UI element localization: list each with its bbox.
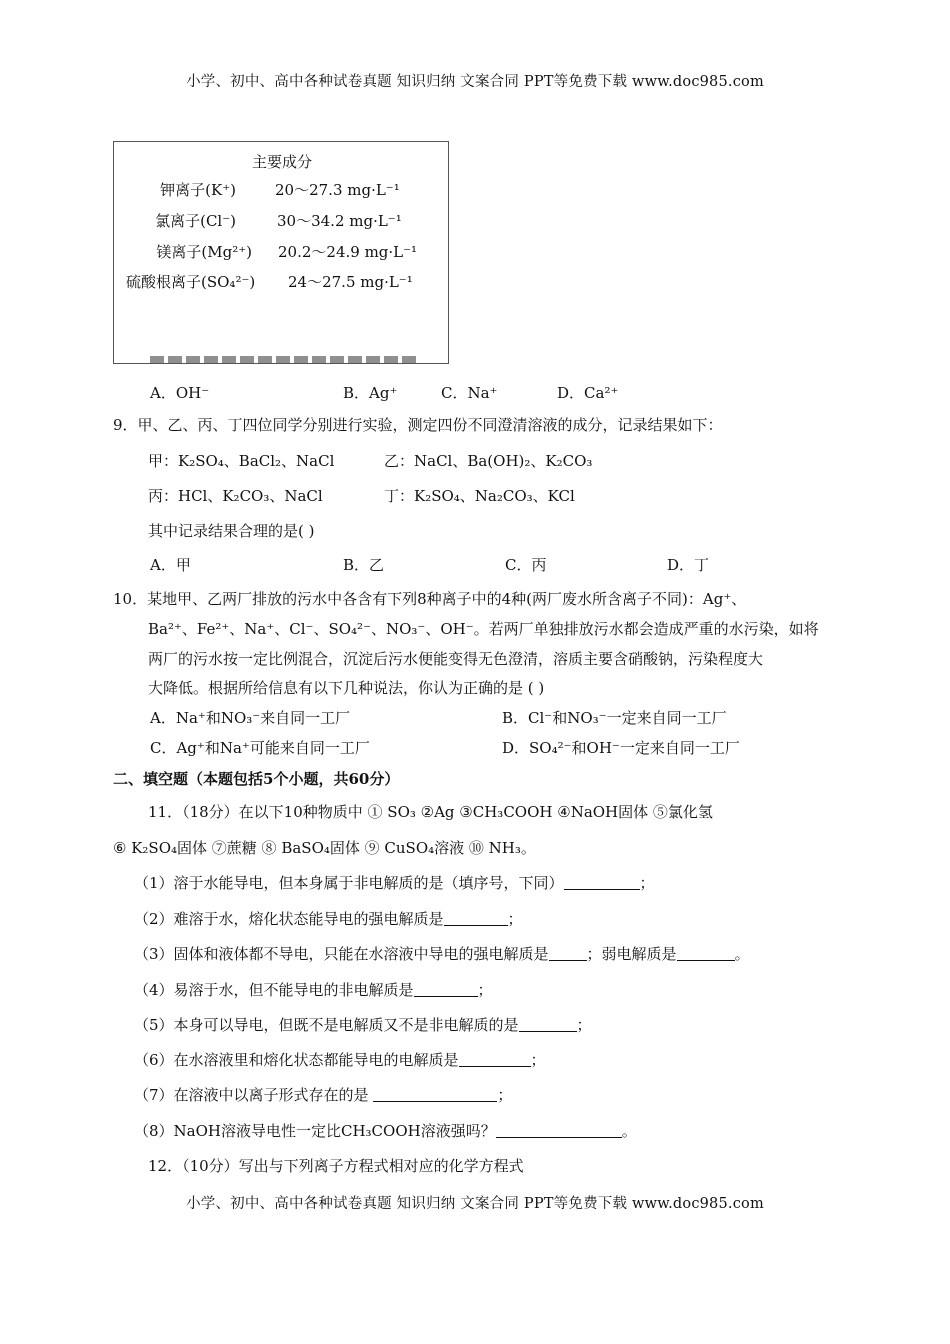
q11-sub-1 xyxy=(134,872,655,893)
q11-sub-5 xyxy=(134,1014,592,1035)
section-two-title: 二、填空题（本题包括5个小题，共60分） xyxy=(113,770,400,788)
ingredient-name: 钾离子(K⁺) xyxy=(160,181,236,199)
q11-sub-7 xyxy=(134,1084,512,1105)
q9-record-jia: 甲：K₂SO₄、BaCl₂、NaCl xyxy=(148,452,335,470)
q11-sub-2 xyxy=(134,908,523,929)
q9-option-d: D．丁 xyxy=(667,556,710,574)
answer-blank[interactable] xyxy=(496,1123,622,1138)
q8-option-c: C．Na⁺ xyxy=(441,384,498,402)
answer-blank[interactable] xyxy=(677,946,735,961)
ingredient-value: 30～34.2 mg·L⁻¹ xyxy=(277,212,402,230)
q8-option-b: B．Ag⁺ xyxy=(343,384,398,402)
q10-stem-line: 10．某地甲、乙两厂排放的污水中各含有下列8种离子中的4种(两厂废水所含离子不同)：Ag⁺、 xyxy=(113,590,747,608)
ingredient-value: 20～27.3 mg·L⁻¹ xyxy=(275,181,400,199)
q11-sub-text: （5）本身可以导电，但既不是电解质又不是非电解质的是 xyxy=(134,1016,519,1034)
q11-sub-text: （4）易溶于水，但不能导电的非电解质是 xyxy=(134,981,414,999)
q11-sub-end: ； xyxy=(507,910,523,928)
answer-blank[interactable] xyxy=(373,1087,497,1102)
q9-stem: 9．甲、乙、丙、丁四位同学分别进行实验，测定四份不同澄清溶液的成分，记录结果如下： xyxy=(113,416,723,434)
ingredient-value: 24～27.5 mg·L⁻¹ xyxy=(288,273,413,291)
page-header: 小学、初中、高中各种试卷真题 知识归纳 文案合同 PPT等免费下载 www.doc985.com xyxy=(186,74,764,90)
answer-blank[interactable] xyxy=(564,875,640,890)
q11-sub-text: （7）在溶液中以离子形式存在的是 xyxy=(134,1086,374,1104)
q11-sub-end: ； xyxy=(497,1086,513,1104)
q11-sub-end: 。 xyxy=(621,1122,637,1140)
obscured-question-text xyxy=(150,356,420,363)
q10-stem-line: 大降低。根据所给信息有以下几种说法，你认为正确的是 ( ) xyxy=(148,679,545,697)
answer-blank[interactable] xyxy=(459,1052,531,1067)
q9-option-a: A．甲 xyxy=(150,556,191,574)
q10-stem-line: Ba²⁺、Fe²⁺、Na⁺、Cl⁻、SO₄²⁻、NO₃⁻、OH⁻。若两厂单独排放污水都会造成严重的水污染，如将 xyxy=(148,620,819,638)
q11-sub-text: （2）难溶于水，熔化状态能导电的强电解质是 xyxy=(134,910,444,928)
ingredient-table-box xyxy=(113,141,449,364)
q11-sub-text: （1）溶于水能导电，但本身属于非电解质的是（填序号，下同） xyxy=(134,874,564,892)
q11-sub-end: ； xyxy=(576,1016,592,1034)
q11-sub-3 xyxy=(134,943,750,964)
q10-stem-line: 两厂的污水按一定比例混合，沉淀后污水便能变得无色澄清，溶质主要含硝酸钠，污染程度大 xyxy=(148,650,764,668)
q9-record-bing: 丙：HCl、K₂CO₃、NaCl xyxy=(148,487,323,505)
answer-blank[interactable] xyxy=(549,946,587,961)
q11-sub-text: （6）在水溶液里和熔化状态都能导电的电解质是 xyxy=(134,1051,459,1069)
q9-question: 其中记录结果合理的是( ) xyxy=(148,522,315,540)
ingredient-name: 镁离子(Mg²⁺) xyxy=(156,243,252,261)
q11-stem-line: ⑥ K₂SO₄固体 ⑦蔗糖 ⑧ BaSO₄固体 ⑨ CuSO₄溶液 ⑩ NH₃。 xyxy=(113,839,536,857)
q9-record-yi: 乙：NaCl、Ba(OH)₂、K₂CO₃ xyxy=(384,452,593,470)
q11-stem-line: 11．（18分）在以下10种物质中 ① SO₃ ②Ag ③CH₃COOH ④NaOH固体 ⑤氯化氢 xyxy=(148,803,713,821)
q10-option-b: B．Cl⁻和NO₃⁻一定来自同一工厂 xyxy=(502,709,727,727)
q11-sub-text: （3）固体和液体都不导电，只能在水溶液中导电的强电解质是 xyxy=(134,945,549,963)
q10-option-c: C．Ag⁺和Na⁺可能来自同一工厂 xyxy=(150,739,370,757)
answer-blank[interactable] xyxy=(414,982,478,997)
q11-sub-end: ； xyxy=(530,1051,546,1069)
q11-sub-8 xyxy=(134,1120,637,1141)
page-footer: 小学、初中、高中各种试卷真题 知识归纳 文案合同 PPT等免费下载 www.doc985.com xyxy=(186,1196,764,1212)
q11-sub-mid: ；弱电解质是 xyxy=(586,945,677,963)
answer-blank[interactable] xyxy=(519,1017,577,1032)
q12-stem: 12．（10分）写出与下列离子方程式相对应的化学方程式 xyxy=(148,1157,524,1175)
q11-sub-text: （8）NaOH溶液导电性一定比CH₃COOH溶液强吗？ xyxy=(134,1122,496,1140)
ingredient-table-title: 主要成分 xyxy=(251,153,312,171)
answer-blank[interactable] xyxy=(444,911,508,926)
q10-option-d: D．SO₄²⁻和OH⁻一定来自同一工厂 xyxy=(502,739,740,757)
q11-sub-end: ； xyxy=(477,981,493,999)
q9-option-c: C．丙 xyxy=(505,556,547,574)
ingredient-name: 硫酸根离子(SO₄²⁻) xyxy=(126,273,256,291)
q8-option-d: D．Ca²⁺ xyxy=(557,384,619,402)
q10-option-a: A．Na⁺和NO₃⁻来自同一工厂 xyxy=(150,709,351,727)
q11-sub-4 xyxy=(134,979,493,1000)
ingredient-value: 20.2～24.9 mg·L⁻¹ xyxy=(278,243,418,261)
q11-sub-end: ； xyxy=(639,874,655,892)
q9-record-ding: 丁：K₂SO₄、Na₂CO₃、KCl xyxy=(384,487,575,505)
q11-sub-end: 。 xyxy=(734,945,750,963)
q11-sub-6 xyxy=(134,1049,546,1070)
ingredient-name: 氯离子(Cl⁻) xyxy=(155,212,236,230)
q8-option-a: A．OH⁻ xyxy=(150,384,210,402)
q9-option-b: B．乙 xyxy=(343,556,385,574)
